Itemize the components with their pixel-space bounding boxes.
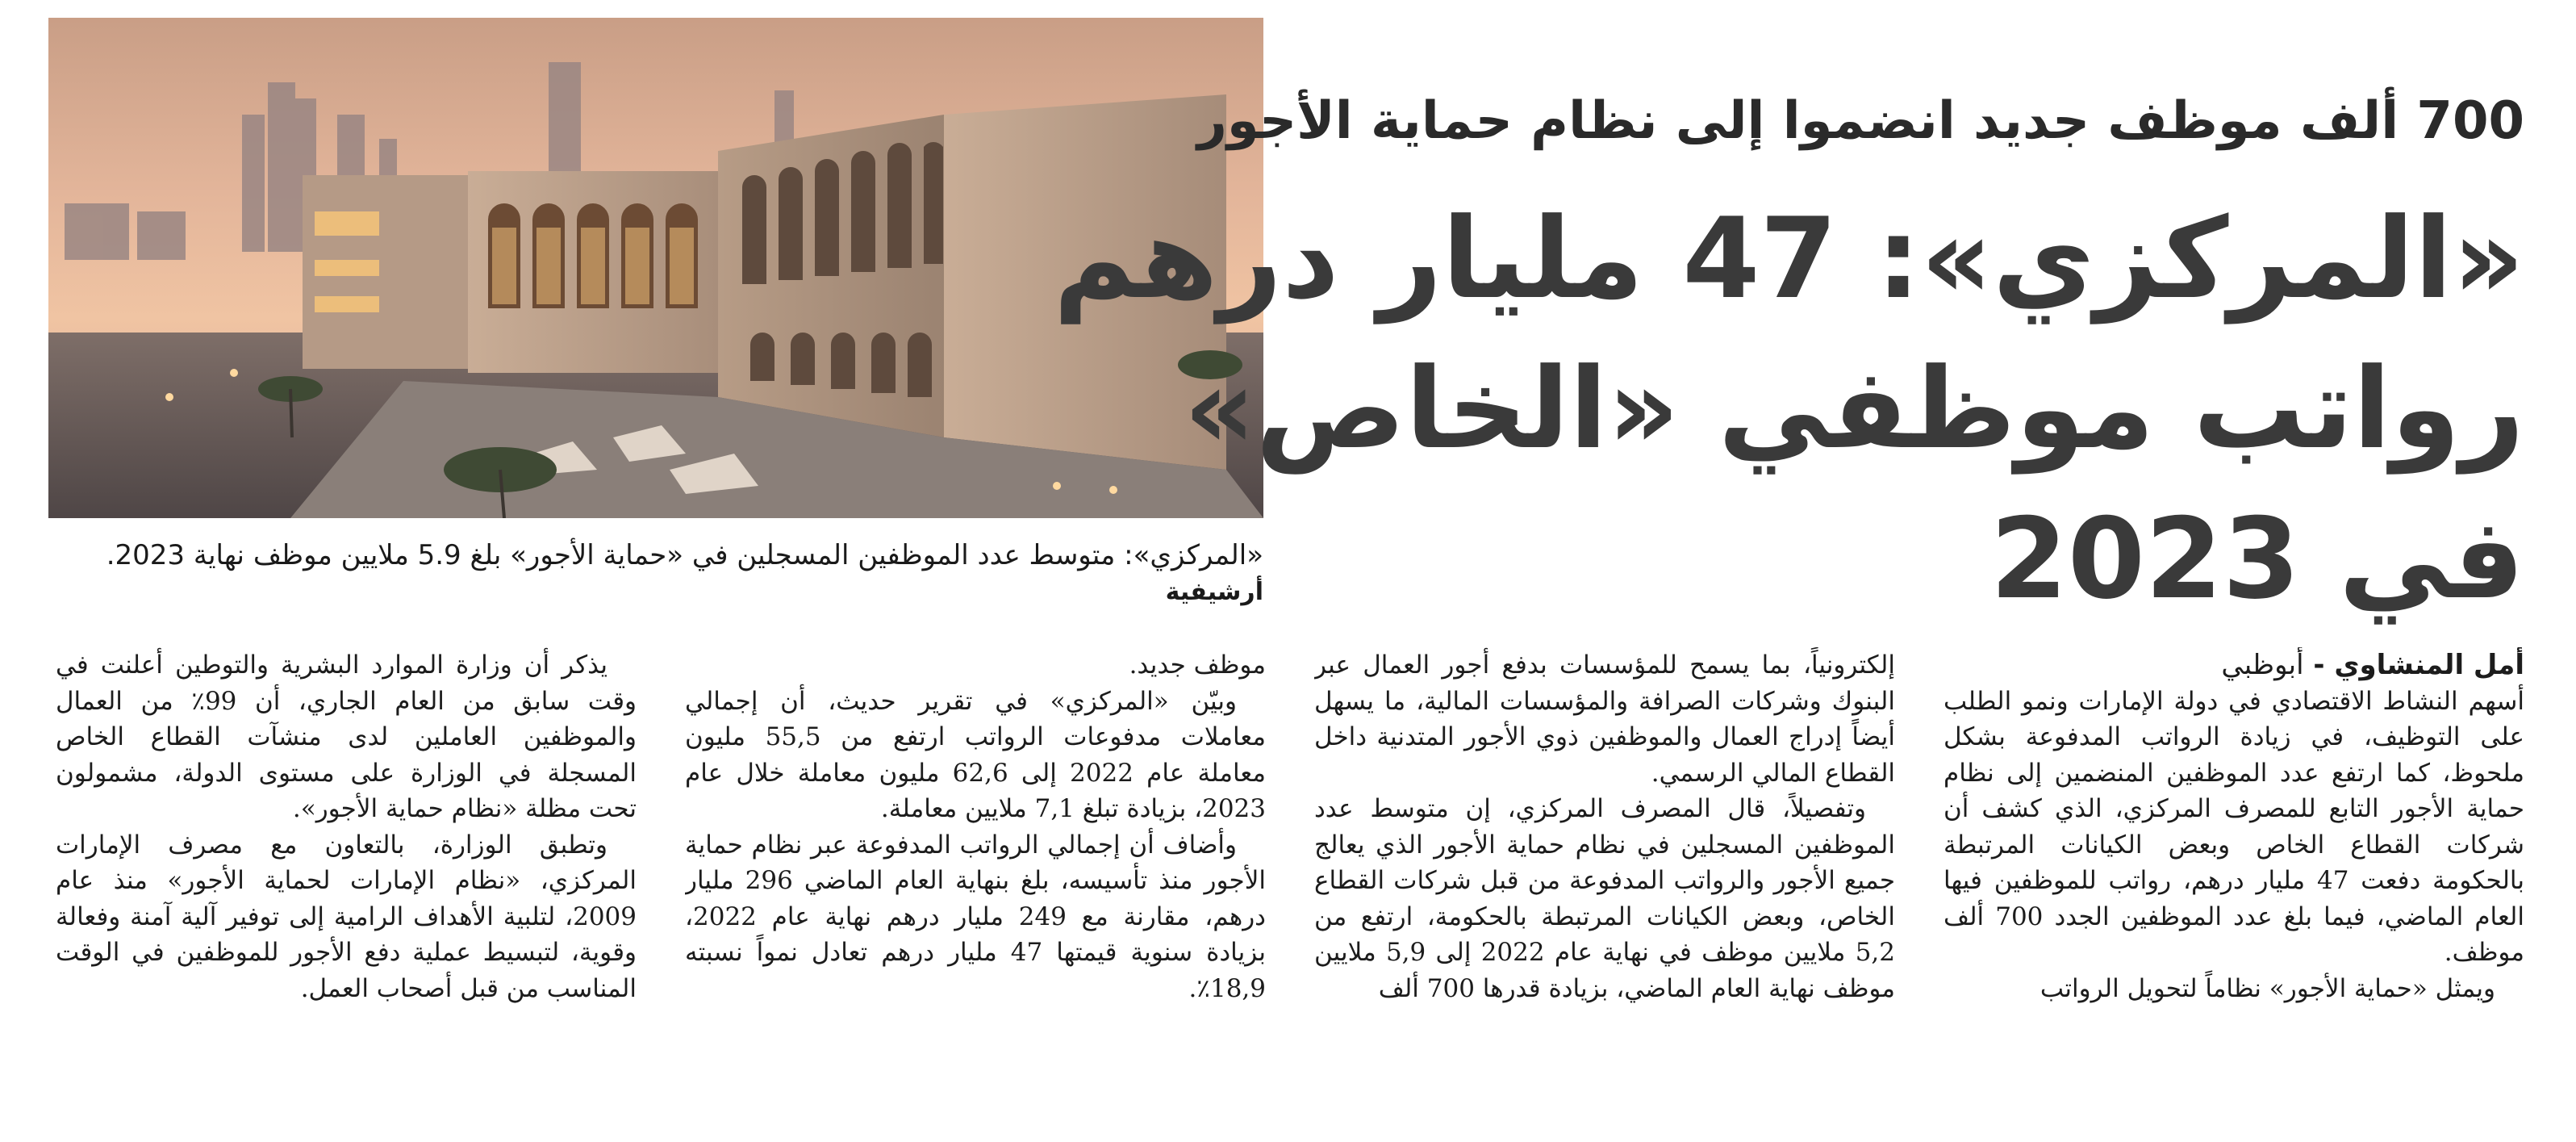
paragraph: وتطبق الوزارة، بالتعاون مع مصرف الإمارات المركزي، «نظام الإمارات لحماية الأجور» منذ عام 2009، لتلبية الأهداف الرامية إلى توفير آلية آمنة وفعالة وقوية، لتبسيط عملية دفع الأجور للموظفين في الوقت المناسب من قبل أصحاب العمل.: [56, 830, 637, 1003]
paragraph: إلكترونياً، بما يسمح للمؤسسات بدفع أجور العمال عبر البنوك وشركات الصرافة والمؤسسات المالية، ما يسهل أيضاً إدراج العمال والموظفين ذوي الأجور المتدنية داخل القطاع المالي الرسمي.: [1314, 650, 1895, 788]
paragraph: موظف جديد.: [1129, 650, 1266, 680]
main-headline-line-3: في 2023: [1989, 494, 2524, 624]
photo-caption: «المركزي»: متوسط عدد الموظفين المسجلين في «حماية الأجور» بلغ 5.9 ملايين موظف نهاية 2023.: [106, 539, 1263, 571]
main-headline-line-2: رواتب موظفي «الخاص»: [1184, 344, 2524, 474]
photo-credit: أرشيفية: [1165, 578, 1263, 606]
paragraph: وأضاف أن إجمالي الرواتب المدفوعة عبر نظام حماية الأجور منذ تأسيسه، بلغ بنهاية العام الماضي 296 مليار درهم، مقارنة مع 249 مليار درهم نهاية عام 2022، بزيادة سنوية قيمتها 47 مليار درهم تعادل نمواً نسبته 18,9٪.: [685, 830, 1266, 1003]
article-column-2: [1314, 647, 1895, 1123]
paragraph: وتفصيلاً، قال المصرف المركزي، إن متوسط عدد الموظفين المسجلين في نظام حماية الأجور الذي يعالج جميع الأجور والرواتب المدفوعة من قبل شركات القطاع الخاص، وبعض الكيانات المرتبطة بالحكومة، ارتفع من 5,2 ملايين موظف في نهاية عام 2022 إلى 5,9 ملايين موظف نهاية العام الماضي، بزيادة قدرها 700 ألف: [1314, 794, 1895, 1003]
kicker-headline: 700 ألف موظف جديد انضموا إلى نظام حماية الأجور: [1197, 91, 2524, 151]
article-column-1: [1943, 647, 2524, 1123]
paragraph: أسهم النشاط الاقتصادي في دولة الإمارات ونمو الطلب على التوظيف، في زيادة الرواتب المدفوعة بشكل ملحوظ، كما ارتفع عدد الموظفين المنضمين إلى نظام حماية الأجور التابع للمصرف المركزي، الذي كشف أن شركات القطاع الخاص وبعض الكيانات المرتبطة بالحكومة دفعت 47 مليار درهم، رواتب للموظفين فيها العام الماضي، فيما بلغ عدد الموظفين الجدد 700 ألف موظف.: [1943, 686, 2524, 967]
byline-separator: -: [2303, 649, 2335, 681]
main-headline-line-1: «المركزي»: 47 مليار درهم: [1053, 194, 2524, 324]
paragraph: يذكر أن وزارة الموارد البشرية والتوطين أعلنت في وقت سابق من العام الجاري، أن 99٪ من العمال والموظفين العاملين لدى منشآت القطاع الخاص المسجلة في الوزارة على مستوى الدولة، مشمولون تحت مظلة «نظام حماية الأجور».: [56, 650, 637, 823]
paragraph: وبيّن «المركزي» في تقرير حديث، أن إجمالي معاملات مدفوعات الرواتب ارتفع من 55,5 مليون معاملة عام 2022 إلى 62,6 مليون معاملة خلال عام 2023، بزيادة تبلغ 7,1 ملايين معاملة.: [685, 686, 1266, 823]
article-column-4: [56, 647, 637, 1123]
paragraph: ويمثل «حماية الأجور» نظاماً لتحويل الرواتب: [2040, 973, 2495, 1003]
byline: [1943, 647, 2524, 684]
byline-author: أمل المنشاوي: [2334, 649, 2524, 681]
byline-location: أبوظبي: [2221, 649, 2304, 681]
article-column-3: [685, 647, 1266, 1123]
